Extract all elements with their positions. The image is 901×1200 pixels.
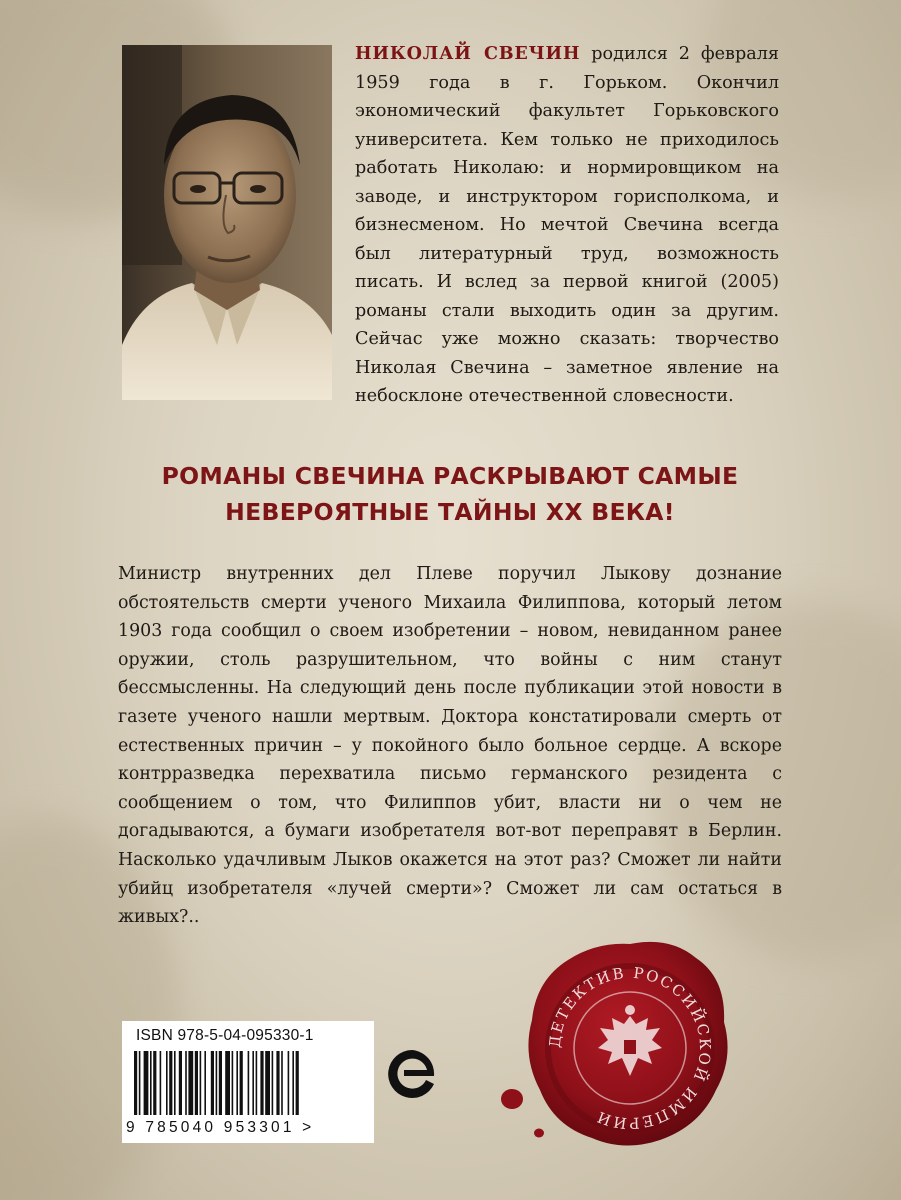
barcode-bar <box>169 1051 172 1115</box>
barcode-bar <box>248 1051 250 1115</box>
barcode-bar <box>139 1051 141 1115</box>
isbn-barcode <box>122 1021 374 1143</box>
barcode-bar <box>174 1051 176 1115</box>
barcode-bar <box>153 1051 156 1115</box>
barcode-bar <box>185 1051 187 1115</box>
barcode-bar <box>288 1051 290 1115</box>
barcode-bar <box>276 1051 279 1115</box>
barcode-bar <box>150 1051 152 1115</box>
wax-drop-icon <box>533 1128 545 1138</box>
barcode-bar <box>204 1051 206 1115</box>
publisher-logo-icon <box>384 1046 440 1102</box>
barcode-bar <box>200 1051 202 1115</box>
barcode-bar <box>232 1051 234 1115</box>
barcode-bar <box>252 1051 254 1115</box>
wax-seal-icon <box>520 930 740 1160</box>
barcode-bar <box>216 1051 218 1115</box>
barcode-bar <box>292 1051 294 1115</box>
isbn-number: ISBN 978-5-04-095330-1 <box>136 1027 314 1044</box>
barcode-bar <box>179 1051 182 1115</box>
barcode-bar <box>256 1051 258 1115</box>
author-portrait-image <box>122 45 332 400</box>
barcode-bar <box>240 1051 243 1115</box>
book-blurb: Министр внутренних дел Плеве поручил Лыкову дознание обстоятельств смерти ученого Михаила Филиппова, который летом 1903 года сообщил о своем изобретении – новом, невиданном ранее оружии, столь разрушительном, что войны с ним станут бессмысленны. На следующий день после публикации этой новости в газете ученого нашли мертвым. Доктора констатировали смерть от естественных причин – у покойного было больное сердце. А вскоре контрразведка перехватила письмо германского резидента с сообщением о том, что Филиппов убит, власти ни о чем не догадываются, а бумаги изобретателя вот-вот переправят в Берлин. Насколько удачливым Лыков окажется на этот раз? Сможет ли найти убийц изобретателя «лучей смерти»? Сможет ли сам остаться в живых?.. <box>118 564 782 928</box>
barcode-bar <box>160 1051 162 1115</box>
tagline-line-2: НЕВЕРОЯТНЫЕ ТАЙНЫ XX ВЕКА! <box>225 498 675 526</box>
tagline <box>60 458 840 530</box>
barcode-bar <box>260 1051 263 1115</box>
author-photo <box>122 45 332 400</box>
barcode-digits: 9 785040 953301 > <box>126 1119 315 1136</box>
barcode-bar <box>219 1051 222 1115</box>
barcode-bar <box>265 1051 270 1115</box>
barcode-bar <box>166 1051 168 1115</box>
barcode-bars <box>130 1051 366 1119</box>
author-bio-text: родился 2 февраля 1959 года в г. Горьком. Окончил экономический факультет Горьковского университета. Кем только не приходилось работать Николаю: и нормировщиком на заводе, и инструктором горисполкома, и бизнесменом. Но мечтой Свечина всегда был литературный труд, возможность писать. И вслед за первой книгой (2005) романы стали выходить один за другим. Сейчас уже можно сказать: творчество Николая Свечина – заметное явление на небосклоне отечественной словесности. <box>355 44 779 406</box>
seal-ring-text: ДЕТЕКТИВ РОССИЙСКОЙ ИМПЕРИИ <box>545 963 715 1133</box>
barcode-bar <box>134 1051 137 1115</box>
barcode-bar <box>236 1051 238 1115</box>
barcode-bar <box>211 1051 214 1115</box>
tagline-line-1: РОМАНЫ СВЕЧИНА РАСКРЫВАЮТ САМЫЕ <box>161 462 739 490</box>
barcode-bar <box>188 1051 193 1115</box>
barcode-bar <box>144 1051 149 1115</box>
barcode-bar <box>272 1051 274 1115</box>
barcode-bar <box>281 1051 283 1115</box>
barcode-bar <box>195 1051 198 1115</box>
wax-drop-icon <box>500 1088 524 1110</box>
barcode-bar <box>225 1051 230 1115</box>
barcode-bar <box>296 1051 299 1115</box>
author-name: НИКОЛАЙ СВЕЧИН <box>355 43 581 64</box>
author-bio <box>355 40 779 411</box>
